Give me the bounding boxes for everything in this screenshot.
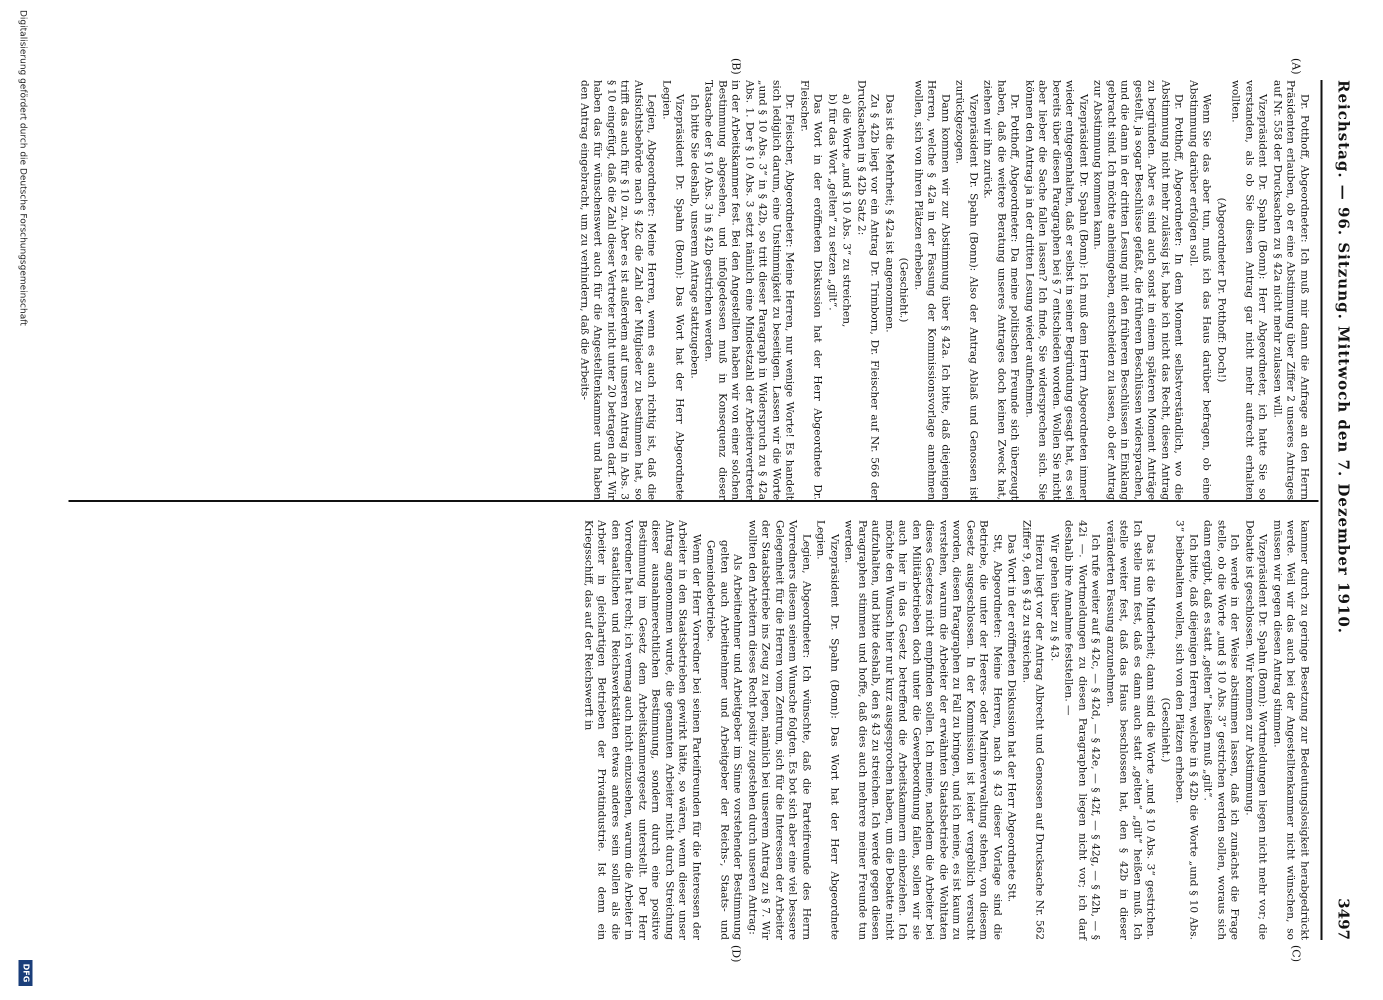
paragraph: Wir gehen über zu § 43.: [1048, 534, 1061, 662]
page-header: [1325, 80, 1353, 940]
paragraph: Das Wort in der eröffneten Diskussion hat der Herr Abgeordnete Stt.: [1006, 534, 1018, 903]
paragraph: Ich bitte, daß diejenigen Herren, welche in § 42b die Worte „und § 10 Abs. 3“ beibehalten wollen, sich von den Plätzen erheben.: [1174, 520, 1200, 940]
paragraph: Vizepräsident Dr. Spahn (Bonn): Das Wort hat der Herr Abgeordnete Legien.: [660, 80, 686, 500]
paragraph: kammer durch zu geringe Besetzung zur Bedeutungslosigkeit herabgedrückt werde. Weil wir das auch bei der Angestelltenkammer nicht wünschen, so müssen wir gegen diesen Antrag stimmen.: [1271, 520, 1311, 940]
right-column: [580, 520, 1311, 940]
dfg-logo: DFG: [19, 960, 33, 986]
paragraph: Legien, Abgeordneter: Meine Herren, wenn es auch richtig ist, daß die Aufsichtsbehörde nach § 42c die Zahl der Mitglieder zu bestimmen hat, so trifft das auch für § 10 zu. Aber es ist außerdem auf unseren Antrag in Abs. 3 § 10 eingefügt, daß die Zahl dieser Vertreter nicht unter 20 betragen darf. Wir haben das für wünschenswert auch für die Angestelltenkammer und haben den Antrag eingebracht, um zu verhindern, daß die Arbeits-: [578, 80, 658, 500]
list-item: a) die Worte „und § 10 Abs. 3“ zu streichen,: [841, 94, 853, 328]
paragraph: Dr. Fleischer, Abgeordneter: Meine Herren, nur wenige Worte! Es handelt sich lediglich darum, eine Unstimmigkeit zu beseitigen. Lassen wir die Worte „und § 10 Abs. 3“ in § 42b, so tritt dieser Paragraph in Widerspruch zu § 42a Abs. 1. Der § 10 Abs. 3 setzt nämlich eine Mindestzahl der Arbeitervertreter in der Arbeitskammer fest. Bei den Angestellten haben wir von einer solchen Bestimmung abgesehen, und infolgedessen muß in Konsequenz dieser Tatsache der § 10 Abs. 3 in § 42b gestrichen werden.: [703, 80, 796, 500]
paragraph: Legien, Abgeordneter: Ich wünschte, daß die Parteifreunde des Herrn Vorredners diesem seinem Wunsche folgten. Es bot sich aber eine viel bessere Gelegenheit für die Herren vom Zentrum, sich für die Interessen der Arbeiter der Staatsbetriebe ins Zeug zu legen, nämlich bei unserem Antrag zu § 7. Wir wollten den Arbeitern dieses Recht positiv zugestehen durch unseren Antrag:: [746, 520, 813, 940]
paragraph: Dr. Potthoff, Abgeordneter: Ich muß mir dann die Anfrage an den Herrn Präsidenten erlauben, ob er eine Abstimmung über Ziffer 2 unseres Antrages auf Nr. 558 der Drucksachen zu § 42a nicht mehr zulassen will.: [1271, 80, 1311, 500]
header-title: Reichstag. — 96. Sitzung. Mittwoch den 7. Dezember 1910.: [1334, 80, 1353, 635]
page-number: 3497: [1334, 898, 1353, 940]
paragraph: Ich werde in der Weise abstimmen lassen, daß ich zunächst die Frage stelle, ob die Worte „und § 10 Abs. 3“ gestrichen werden sollen, woraus sich dann ergibt, daß es statt „gelten“ heißen muß „gilt“.: [1202, 520, 1241, 940]
column-rule: [69, 500, 1319, 502]
paragraph: Dr. Potthoff, Abgeordneter: In dem Moment selbstverständlich, wo die Abstimmung nicht mehr zulässig ist, habe ich nicht das Recht, diesen Antrag zu begründen. Aber es sind auch sonst in einem späteren Moment Anträge gestellt, ja sogar Beschlüsse gefaßt, die früheren Beschlüssen widersprachen, und die dann in der dritten Lesung mit den früheren Beschlüssen in Einklang gebracht sind. Ich möchte anheimgeben, entscheiden zu lassen, ob der Antrag zur Abstimmung kommen kann.: [1092, 80, 1185, 500]
paragraph: Vizepräsident Dr. Spahn (Bonn): Also der Antrag Ablaß und Genossen ist zurückgezogen.: [954, 80, 980, 500]
paragraph: Ich bitte Sie deshalb, unserem Antrage stattzugeben.: [688, 94, 701, 379]
header-rule: [1321, 80, 1323, 940]
interjection: (Geschieht.): [898, 257, 910, 323]
paragraph: Zu § 42b liegt vor ein Antrag Dr. Trimborn, Dr. Fleischer auf Nr. 566 der Drucksachen in § 42b Satz 2:: [855, 80, 881, 500]
paragraph: Dr. Potthoff, Abgeordneter: Da meine politischen Freunde sich überzeugt haben, daß die weitere Beratung unseres Antrages doch keinen Zweck hat, ziehen wir ihn zurück.: [982, 80, 1021, 500]
paragraph: Das Wort in der eröffneten Diskussion hat der Herr Abgeordnete Dr. Fleischer.: [798, 80, 824, 500]
paragraph: Vizepräsident Dr. Spahn (Bonn): Ich muß dem Herrn Abgeordneten immer wieder entgegenhalten, daß er selbst in seiner Begründung gesagt hat, es sei bereits über diesen Paragraphen bei § 7 entschieden worden. Wollen Sie nicht aber lieber die Sache fallen lassen? Ich finde, Sie widersprechen sich. Sie können den Antrag ja in der dritten Lesung wieder aufnehmen.: [1023, 80, 1090, 500]
paragraph: Vizepräsident Dr. Spahn (Bonn): Wortmeldungen liegen nicht mehr vor; die Debatte ist geschlossen. Wir kommen zur Abstimmung.: [1243, 520, 1269, 940]
paragraph: Vizepräsident Dr. Spahn (Bonn): Herr Abgeordneter, ich hatte Sie so verstanden, als ob Sie diesen Antrag gar nicht mehr aufrecht erhalten wollten.: [1230, 80, 1269, 500]
margin-mark-a: (A): [1289, 58, 1303, 75]
paragraph: Stt, Abgeordneter: Meine Herren, nach § 43 dieser Vorlage sind die Betriebe, die unter der Heeres- oder Marineverwaltung stehen, von diesem Gesetz ausgeschlossen. In der Kommission ist leider vergeblich versucht worden, diesen Paragraphen zu Fall zu bringen, und ich meine, es ist kaum zu verstehen, warum die Arbeiter der erwähnten Staatsbetriebe die Wohltaten dieses Gesetzes nicht empfinden sollen. Ich meine, nachdem die Arbeiter bei den Militärbetrieben doch unter die Gewerbeordnung fallen, sollen wir sie auch hier in das Gesetz betreffend die Arbeitskammern einbeziehen. Ich möchte den Wunsch hier nur kurz ausgesprochen haben, um die Debatte nicht aufzuhalten, und bitte deshalb, den § 43 zu streichen. Ich werde gegen diesen Paragraphen stimmen und hoffe, daß dies auch mehrere meiner Freunde tun werden.: [843, 520, 1004, 940]
margin-mark-c: (C): [1289, 945, 1303, 962]
paragraph: Dann kommen wir zur Abstimmung über § 42a. Ich bitte, daß diejenigen Herren, welche § 42a in der Fassung der Kommissionsvorlage annehmen wollen, sich von ihren Plätzen erheben.: [912, 80, 952, 500]
margin-mark-d: (D): [729, 945, 743, 963]
interjection: (Geschieht.): [1159, 697, 1172, 763]
paragraph: Vizepräsident Dr. Spahn (Bonn): Das Wort hat der Herr Abgeordnete Legien.: [815, 520, 841, 940]
paragraph: Wenn Sie das aber tun, muß ich das Haus darüber befragen, ob eine Abstimmung darüber erfolgen soll.: [1187, 80, 1213, 500]
left-column: [576, 80, 1311, 500]
paragraph: Hierzu liegt vor der Antrag Albrecht und Genossen auf Drucksache Nr. 562 Ziffer 9, den § 43 zu streichen.: [1020, 520, 1046, 940]
dfg-credit: Digitalisierung gefördert durch die Deutsche Forschungsgemeinschaft: [17, 10, 28, 326]
paragraph: Wenn der Herr Vorredner bei seinen Parteifreunden für die Interessen der Arbeiter in den Staatsbetrieben gewirkt hätte, so wären, wenn dieser unser Antrag angenommen wurde, die genannten Arbeiter nicht durch Streichung dieser ausnahmerechtlichen Bestimmung, sondern durch eine positive Bestimmung im Gesetz dem Arbeitskammergesetz unterstellt. Der Herr Vorredner hat recht; ich vermag auch nicht einzusehen, warum die Arbeiter in den staatlichen und Reichswerkstätten etwas anderes sein sollen als die Arbeiter in gleichartigen Betrieben der Privatindustrie. Ist denn ein Kriegsschiff, das auf der Reichswerft in: [582, 520, 703, 940]
paragraph: Das ist die Minderheit; dann sind die Worte „und § 10 Abs. 3“ gestrichen. Ich stelle nun fest, daß es dann auch statt „gelten“ „gilt“ heißen muß. Ich stelle weiter fest, daß das Haus beschlossen hat, den § 42b in dieser veränderten Fassung anzunehmen.: [1104, 520, 1157, 940]
paragraph: Das ist die Mehrheit; § 42a ist angenommen.: [883, 94, 896, 333]
paragraph: Ich rufe weiter auf § 42c, — § 42d, — § 42e, — § 42f, — § 42g, — § 42h, — § 42i —. Wortmeldungen zu diesen Paragraphen liegen nicht vor; ich darf deshalb ihre Annahme feststellen. —: [1063, 520, 1102, 940]
margin-mark-b: (B): [729, 58, 743, 75]
list-item: b) für das Wort „gelten“ zu setzen „gilt“.: [826, 94, 839, 311]
interjection: (Abgeordneter Dr. Potthoff: Doch!): [1215, 197, 1228, 383]
quoted-motion: Als Arbeitnehmer und Arbeitgeber im Sinne vorstehender Bestimmung gelten auch Arbeitnehmer und Arbeitgeber der Reichs-, Staats- und Gemeindebetriebe.: [705, 540, 744, 940]
